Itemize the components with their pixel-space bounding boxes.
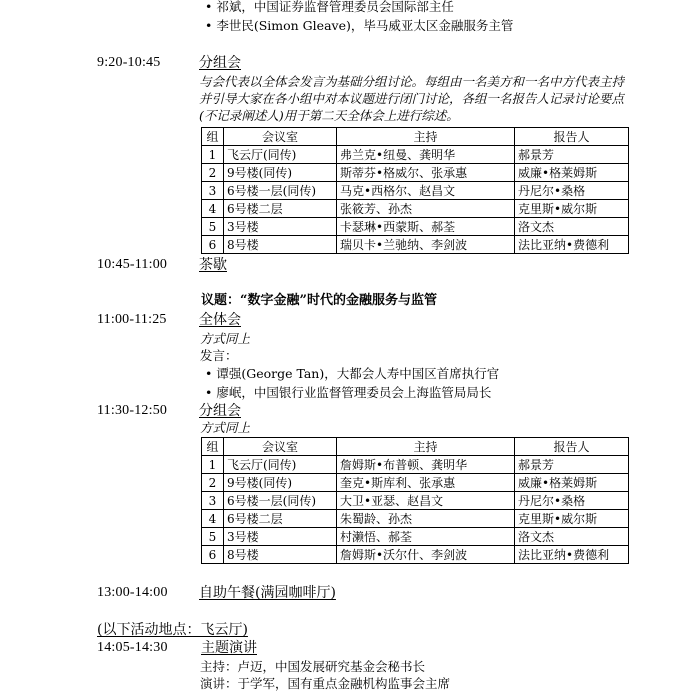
cell-host: 张筱芳、孙杰 bbox=[337, 200, 515, 218]
table-row bbox=[202, 510, 629, 528]
session-title: 分组会 bbox=[199, 403, 241, 419]
cell-host: 弗兰克•纽曼、龚明华 bbox=[337, 146, 515, 164]
cell-host: 瑞贝卡•兰驰纳、李剑波 bbox=[337, 236, 515, 254]
session-time: 10:45-11:00 bbox=[97, 257, 168, 272]
cell-group: 2 bbox=[202, 164, 224, 182]
header-group: 组 bbox=[202, 128, 224, 146]
session-time: 9:20-10:45 bbox=[97, 55, 161, 70]
cell-reporter: 洛文杰 bbox=[515, 528, 629, 546]
cell-host: 卡瑟琳•西蒙斯、郝荃 bbox=[337, 218, 515, 236]
cell-group: 1 bbox=[202, 146, 224, 164]
cell-host: 大卫•亚瑟、赵昌文 bbox=[337, 492, 515, 510]
cell-reporter: 郝景芳 bbox=[515, 146, 629, 164]
table-header-row bbox=[202, 128, 629, 146]
session-title: 自助午餐(满园咖啡厅) bbox=[199, 585, 336, 601]
table-row bbox=[202, 492, 629, 510]
table-row bbox=[202, 546, 629, 564]
cell-group: 4 bbox=[202, 200, 224, 218]
session-speaker: 演讲：于学军，国有重点金融机构监事会主席 bbox=[200, 676, 451, 691]
cell-host: 詹姆斯•布普顿、龚明华 bbox=[337, 456, 515, 474]
breakout-table bbox=[201, 437, 629, 564]
cell-host: 村濑悟、郝荃 bbox=[337, 528, 515, 546]
header-host: 主持 bbox=[337, 438, 515, 456]
cell-reporter: 郝景芳 bbox=[515, 456, 629, 474]
cell-reporter: 威廉•格莱姆斯 bbox=[515, 164, 629, 182]
cell-group: 1 bbox=[202, 456, 224, 474]
cell-reporter: 克里斯•威尔斯 bbox=[515, 510, 629, 528]
header-reporter: 报告人 bbox=[515, 438, 629, 456]
cell-room: 飞云厅(同传) bbox=[224, 456, 337, 474]
speaker-item: • 李世民(Simon Gleave)，毕马威亚太区金融服务主管 bbox=[205, 18, 514, 33]
session-time: 11:00-11:25 bbox=[97, 312, 167, 327]
header-host: 主持 bbox=[337, 128, 515, 146]
cell-reporter: 法比亚纳•费德利 bbox=[515, 236, 629, 254]
cell-group: 3 bbox=[202, 182, 224, 200]
cell-room: 6号楼二层 bbox=[224, 200, 337, 218]
session-format: 方式同上 bbox=[200, 331, 251, 346]
cell-reporter: 丹尼尔•桑格 bbox=[515, 492, 629, 510]
cell-room: 9号楼(同传) bbox=[224, 164, 337, 182]
cell-reporter: 克里斯•威尔斯 bbox=[515, 200, 629, 218]
cell-group: 5 bbox=[202, 218, 224, 236]
cell-room: 9号楼(同传) bbox=[224, 474, 337, 492]
session-title: 全体会 bbox=[199, 312, 241, 328]
table-row bbox=[202, 200, 629, 218]
topic-heading: 议题：“数字金融”时代的金融服务与监管 bbox=[201, 293, 437, 308]
cell-room: 8号楼 bbox=[224, 236, 337, 254]
speakers-label: 发言： bbox=[200, 348, 238, 363]
table-row bbox=[202, 218, 629, 236]
table-row bbox=[202, 146, 629, 164]
cell-group: 5 bbox=[202, 528, 224, 546]
table-row bbox=[202, 528, 629, 546]
session-description: 与会代表以全体会发言为基础分组讨论。每组由一名美方和一名中方代表主持并引导大家在各小组中对本议题进行闭门讨论，各组一名报告人记录讨论要点(不记录阐述人)用于第二天全体会上进行综述。 bbox=[199, 74, 625, 123]
table-header-row bbox=[202, 438, 629, 456]
cell-reporter: 法比亚纳•费德利 bbox=[515, 546, 629, 564]
cell-reporter: 洛文杰 bbox=[515, 218, 629, 236]
session-title: 茶歇 bbox=[199, 257, 227, 273]
table-row bbox=[202, 474, 629, 492]
session-host: 主持：卢迈，中国发展研究基金会秘书长 bbox=[200, 659, 426, 674]
cell-host: 斯蒂芬•格威尔、张承惠 bbox=[337, 164, 515, 182]
table-row bbox=[202, 236, 629, 254]
table-row bbox=[202, 182, 629, 200]
table-row bbox=[202, 164, 629, 182]
cell-room: 6号楼一层(同传) bbox=[224, 182, 337, 200]
location-note: (以下活动地点：飞云厅) bbox=[97, 622, 248, 638]
speaker-item: • 廖岷，中国银行业监督管理委员会上海监管局局长 bbox=[205, 385, 492, 400]
cell-room: 飞云厅(同传) bbox=[224, 146, 337, 164]
table-row bbox=[202, 456, 629, 474]
session-title: 分组会 bbox=[199, 55, 241, 71]
cell-host: 詹姆斯•沃尔什、李剑波 bbox=[337, 546, 515, 564]
session-time: 13:00-14:00 bbox=[97, 585, 168, 600]
speaker-item: • 祁斌，中国证券监督管理委员会国际部主任 bbox=[205, 0, 454, 14]
cell-group: 3 bbox=[202, 492, 224, 510]
cell-reporter: 丹尼尔•桑格 bbox=[515, 182, 629, 200]
cell-group: 2 bbox=[202, 474, 224, 492]
cell-group: 6 bbox=[202, 546, 224, 564]
cell-room: 6号楼二层 bbox=[224, 510, 337, 528]
cell-host: 奎克•斯库利、张承惠 bbox=[337, 474, 515, 492]
cell-reporter: 威廉•格莱姆斯 bbox=[515, 474, 629, 492]
speaker-item: • 谭强(George Tan)，大都会人寿中国区首席执行官 bbox=[205, 366, 500, 381]
header-room: 会议室 bbox=[224, 128, 337, 146]
header-reporter: 报告人 bbox=[515, 128, 629, 146]
cell-group: 4 bbox=[202, 510, 224, 528]
cell-host: 朱蜀龄、孙杰 bbox=[337, 510, 515, 528]
cell-room: 8号楼 bbox=[224, 546, 337, 564]
cell-host: 马克•西格尔、赵昌文 bbox=[337, 182, 515, 200]
cell-room: 3号楼 bbox=[224, 528, 337, 546]
cell-group: 6 bbox=[202, 236, 224, 254]
header-group: 组 bbox=[202, 438, 224, 456]
cell-room: 3号楼 bbox=[224, 218, 337, 236]
session-title: 主题演讲 bbox=[201, 640, 257, 656]
session-format: 方式同上 bbox=[200, 420, 251, 435]
session-time: 11:30-12:50 bbox=[97, 403, 168, 418]
header-room: 会议室 bbox=[224, 438, 337, 456]
breakout-table bbox=[201, 127, 629, 254]
session-time: 14:05-14:30 bbox=[97, 640, 168, 655]
cell-room: 6号楼一层(同传) bbox=[224, 492, 337, 510]
